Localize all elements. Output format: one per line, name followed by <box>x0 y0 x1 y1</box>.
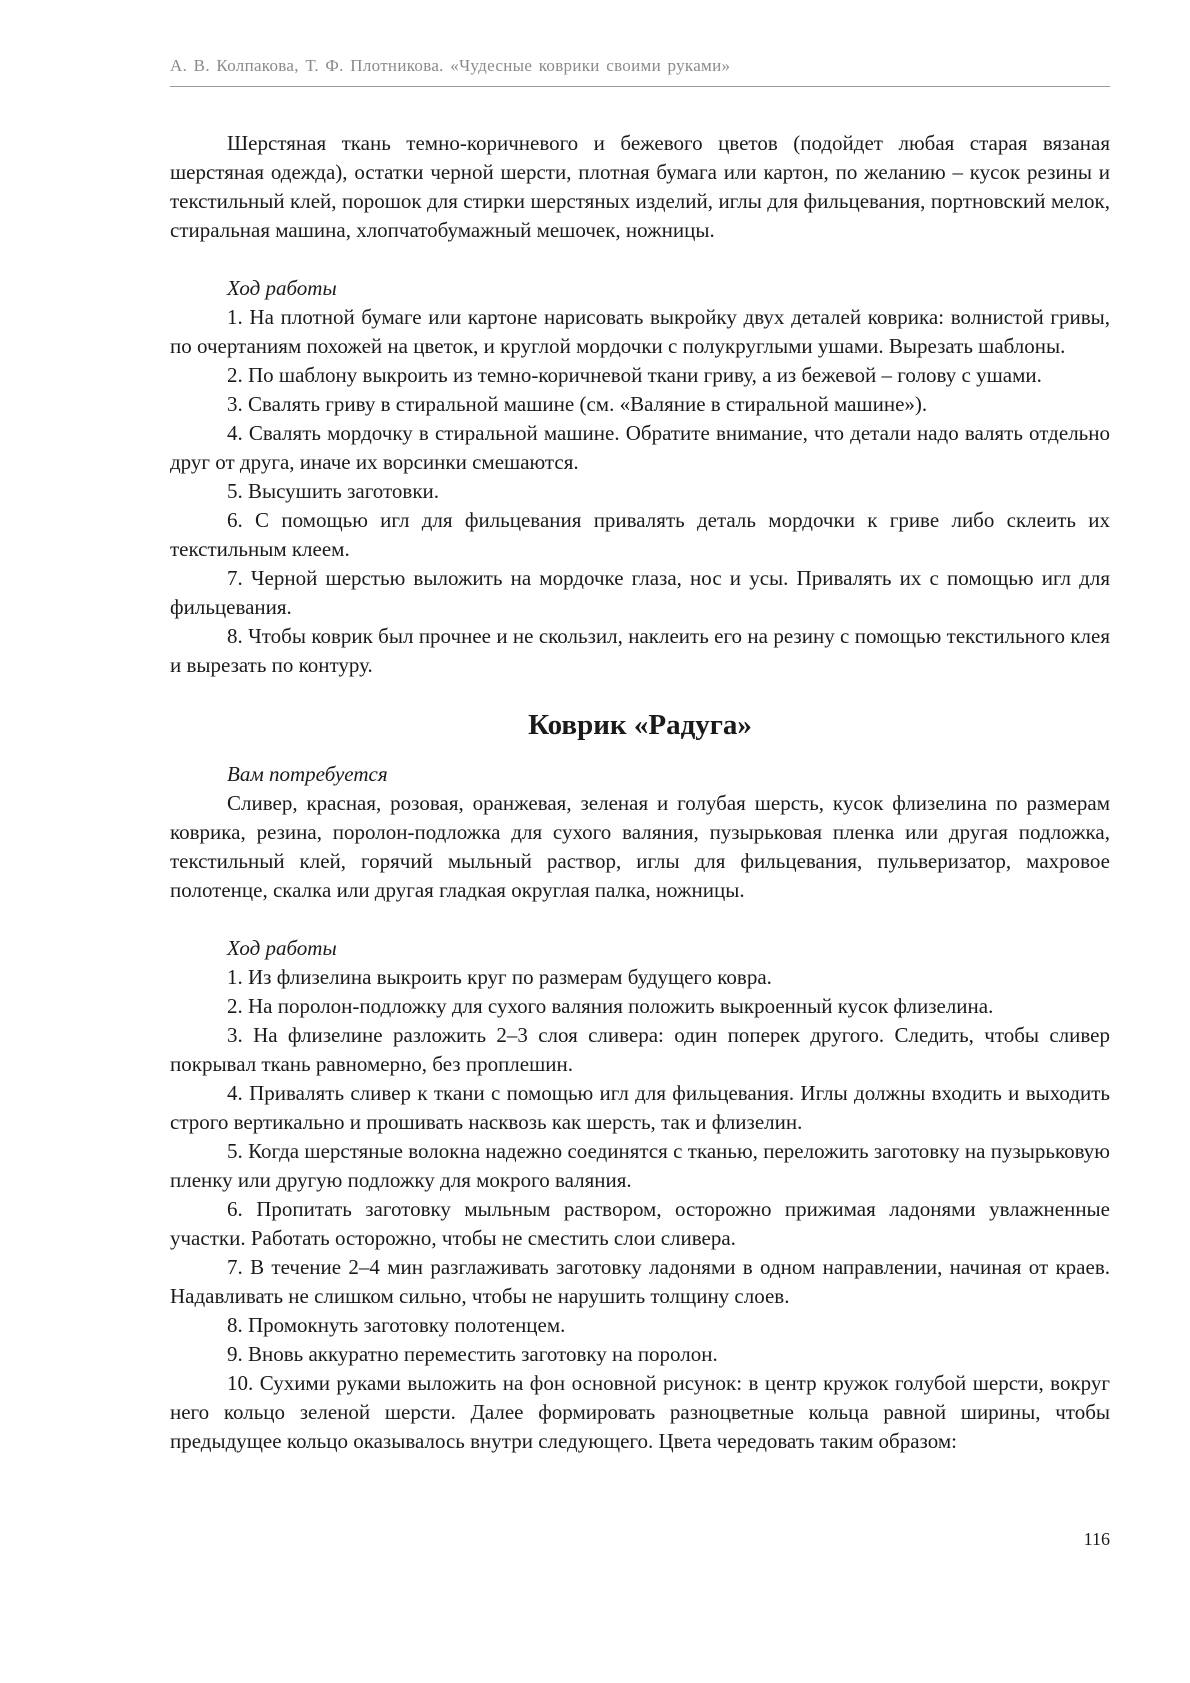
header-rule <box>170 86 1110 87</box>
step-2-4: 4. Привалять сливер к ткани с помощью игл для фильцевания. Иглы должны входить и выходить строго вертикально и прошивать насквозь как шерсть, так и флизелин. <box>170 1081 1110 1134</box>
steps-heading-1: Ход работы <box>227 276 337 300</box>
step-2-1: 1. Из флизелина выкроить круг по размерам будущего ковра. <box>227 965 772 989</box>
step-2-8: 8. Промокнуть заготовку полотенцем. <box>227 1313 566 1337</box>
step-2-3: 3. На флизелине разложить 2–3 слоя сливера: один поперек другого. Следить, чтобы сливер покрывал ткань равномерно, без проплешин. <box>170 1023 1110 1076</box>
step-1-6: 6. С помощью игл для фильцевания привалять деталь мордочки к гриве либо склеить их текстильным клеем. <box>170 508 1110 561</box>
materials-heading-2: Вам потребуется <box>227 762 388 786</box>
step-2-10: 10. Сухими руками выложить на фон основной рисунок: в центр кружок голубой шерсти, вокруг него кольцо зеленой шерсти. Далее формировать разноцветные кольца равной ширины, чтобы предыдущее кольцо оказывалось внутри следующего. Цвета чередовать таким образом: <box>170 1371 1110 1453</box>
materials-paragraph-1: Шерстяная ткань темно-коричневого и бежевого цветов (подойдет любая старая вязаная шерстяная одежда), остатки черной шерсти, плотная бумага или картон, по желанию – кусок резины и текстильный клей, порошок для стирки шерстяных изделий, иглы для фильцевания, портновский мелок, стиральная машина, хлопчатобумажный мешочек, ножницы. <box>170 131 1110 242</box>
step-2-6: 6. Пропитать заготовку мыльным раствором, осторожно прижимая ладонями увлажненные участки. Работать осторожно, чтобы не сместить слои сливера. <box>170 1197 1110 1250</box>
step-1-3: 3. Свалять гриву в стиральной машине (см. «Валяние в стиральной машине»). <box>227 392 928 416</box>
step-1-2: 2. По шаблону выкроить из темно-коричневой ткани гриву, а из бежевой – голову с ушами. <box>227 363 1042 387</box>
section-title: Коврик «Радуга» <box>528 709 752 741</box>
step-1-8: 8. Чтобы коврик был прочнее и не скользил, наклеить его на резину с помощью текстильного клея и вырезать по контуру. <box>170 624 1110 677</box>
page-number: 116 <box>1083 1529 1110 1549</box>
step-1-4: 4. Свалять мордочку в стиральной машине. Обратите внимание, что детали надо валять отдельно друг от друга, иначе их ворсинки смешаются. <box>170 421 1110 474</box>
step-1-7: 7. Черной шерстью выложить на мордочке глаза, нос и усы. Привалять их с помощью игл для фильцевания. <box>170 566 1110 619</box>
running-header: А. В. Колпакова, Т. Ф. Плотникова. «Чудесные коврики своими руками» <box>170 56 731 75</box>
step-1-5: 5. Высушить заготовки. <box>227 479 440 503</box>
materials-paragraph-2: Сливер, красная, розовая, оранжевая, зеленая и голубая шерсть, кусок флизелина по размерам коврика, резина, поролон-подложка для сухого валяния, пузырьковая пленка или другая подложка, текстильный клей, горячий мыльный раствор, иглы для фильцевания, пульверизатор, махровое полотенце, скалка или другая гладкая округлая палка, ножницы. <box>170 791 1110 902</box>
page-body <box>170 129 1110 1456</box>
paragraph-gap <box>170 905 1110 934</box>
paragraph-gap <box>170 245 1110 274</box>
step-2-2: 2. На поролон-подложку для сухого валяния положить выкроенный кусок флизелина. <box>227 994 994 1018</box>
step-2-5: 5. Когда шерстяные волокна надежно соединятся с тканью, переложить заготовку на пузырьковую пленку или другую подложку для мокрого валяния. <box>170 1139 1110 1192</box>
steps-heading-2: Ход работы <box>227 936 337 960</box>
step-1-1: 1. На плотной бумаге или картоне нарисовать выкройку двух деталей коврика: волнистой гривы, по очертаниям похожей на цветок, и круглой мордочки с полукруглыми ушами. Вырезать шаблоны. <box>170 305 1110 358</box>
step-2-9: 9. Вновь аккуратно переместить заготовку на поролон. <box>227 1342 718 1366</box>
step-2-7: 7. В течение 2–4 мин разглаживать заготовку ладонями в одном направлении, начиная от краев. Надавливать не слишком сильно, чтобы не нарушить толщину слоев. <box>170 1255 1110 1308</box>
